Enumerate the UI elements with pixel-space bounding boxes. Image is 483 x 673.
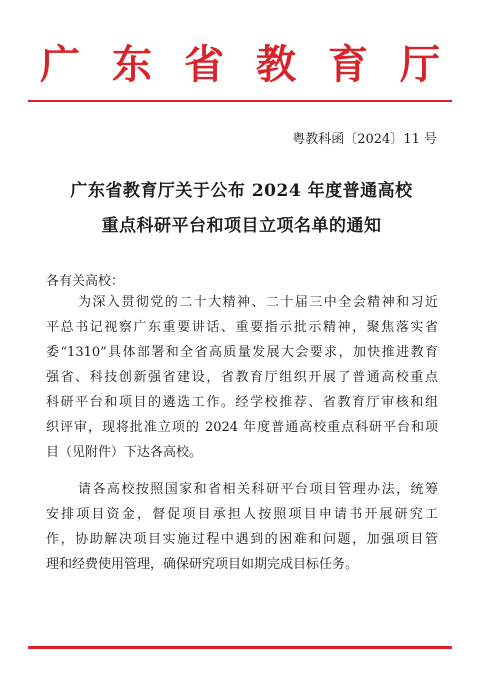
footer-divider bbox=[28, 646, 452, 649]
paragraph-line: 作，协助解决项目实施过程中遇到的困难和问题，加强项目管 bbox=[46, 532, 438, 547]
paragraph-line: 请各高校按照国家和省相关科研平台项目管理办法，统筹 bbox=[78, 482, 438, 497]
issuer-letterhead bbox=[40, 40, 440, 90]
paragraph-line: 目（见附件）下达各高校。 bbox=[46, 445, 203, 460]
salutation: 各有关高校： bbox=[46, 274, 125, 289]
document-title-line-1: 广东省教育厅关于公布 2024 年度普通高校 bbox=[70, 181, 413, 201]
letterhead-char: 厅 bbox=[400, 41, 440, 88]
letterhead-char: 东 bbox=[112, 41, 152, 88]
paragraph-line: 理和经费使用管理，确保研究项目如期完成目标任务。 bbox=[46, 557, 359, 572]
letterhead-char: 育 bbox=[328, 41, 368, 88]
document-number: 粤教科函〔2024〕11 号 bbox=[292, 132, 437, 147]
paragraph-line: 科研平台和项目的遴选工作。经学校推荐、省教育厅审核和组 bbox=[46, 395, 438, 410]
paragraph-line: 委“1310”具体部署和全省高质量发展大会要求，加快推进教育 bbox=[46, 345, 438, 360]
letterhead-char: 省 bbox=[184, 41, 224, 88]
paragraph-line: 安排项目资金，督促项目承担人按照项目申请书开展研究工 bbox=[46, 507, 438, 522]
paragraph-line: 为深入贯彻党的二十大精神、二十届三中全会精神和习近 bbox=[78, 295, 438, 310]
paragraph-line: 强省、科技创新强省建设，省教育厅组织开展了普通高校重点 bbox=[46, 370, 438, 385]
paragraph-line: 织评审，现将批准立项的 2024 年度普通高校重点科研平台和项 bbox=[46, 420, 438, 435]
letterhead-char: 广 bbox=[40, 41, 80, 88]
letterhead-divider bbox=[28, 100, 452, 102]
document-title-line-2: 重点科研平台和项目立项名单的通知 bbox=[101, 216, 382, 236]
letterhead-char: 教 bbox=[256, 41, 296, 88]
paragraph-line: 平总书记视察广东重要讲话、重要指示批示精神，聚焦落实省 bbox=[46, 320, 438, 335]
